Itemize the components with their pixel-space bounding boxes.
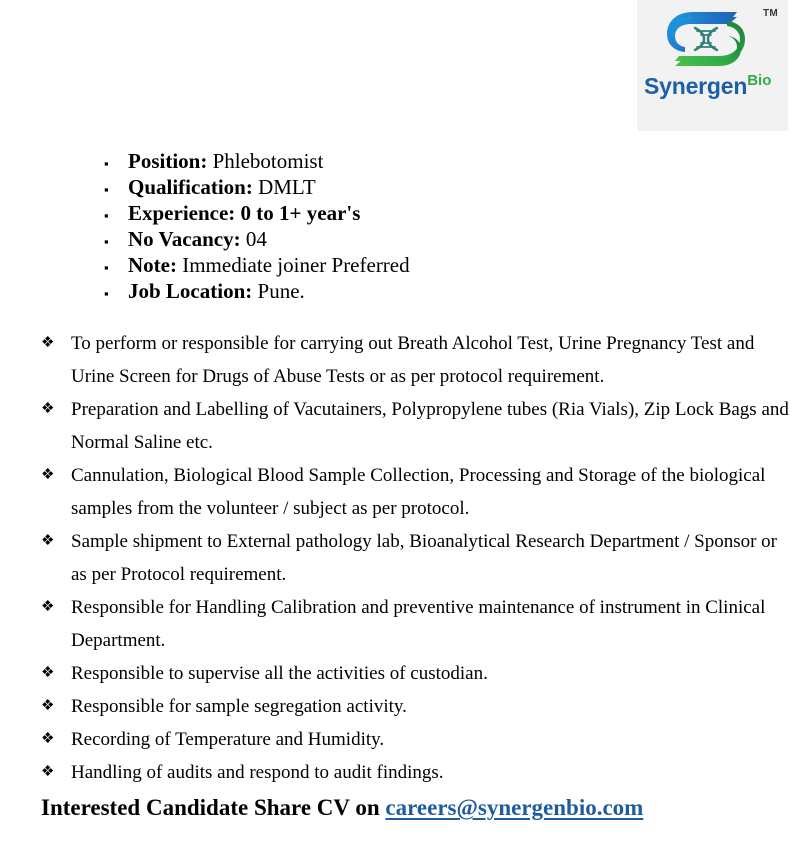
responsibility-item bbox=[0, 591, 800, 657]
careers-email-link[interactable]: careers@synergenbio.com bbox=[385, 795, 644, 820]
trademark-symbol: TM bbox=[762, 8, 778, 19]
square-bullet-icon: ▪ bbox=[104, 234, 109, 249]
cta-prefix-text: Interested Candidate Share CV on bbox=[41, 795, 386, 820]
wordmark-main-text: Synergen bbox=[644, 73, 748, 99]
job-detail-row bbox=[0, 278, 800, 304]
company-wordmark bbox=[644, 72, 788, 100]
job-detail-value: DMLT bbox=[258, 175, 316, 199]
job-detail-value: 04 bbox=[245, 227, 267, 251]
diamond-bullet-icon: ❖ bbox=[41, 467, 55, 483]
diamond-bullet-icon: ❖ bbox=[41, 665, 55, 681]
responsibility-item bbox=[0, 327, 800, 393]
job-detail-row bbox=[0, 226, 800, 252]
job-detail-label: No Vacancy: bbox=[128, 227, 241, 251]
diamond-bullet-icon: ❖ bbox=[41, 764, 55, 780]
job-detail-label: Qualification: bbox=[128, 175, 253, 199]
square-bullet-icon: ▪ bbox=[104, 286, 109, 301]
diamond-bullet-icon: ❖ bbox=[41, 533, 55, 549]
responsibilities-list bbox=[0, 327, 800, 789]
square-bullet-icon: ▪ bbox=[104, 260, 109, 275]
job-details-list bbox=[0, 148, 800, 304]
job-detail-row bbox=[0, 174, 800, 200]
square-bullet-icon: ▪ bbox=[104, 208, 109, 223]
diamond-bullet-icon: ❖ bbox=[41, 731, 55, 747]
synergen-s-dna-logo-icon bbox=[659, 8, 753, 70]
job-detail-label: Job Location: bbox=[128, 279, 253, 303]
diamond-bullet-icon: ❖ bbox=[41, 599, 55, 615]
responsibility-item bbox=[0, 756, 800, 789]
job-detail-text bbox=[128, 174, 316, 200]
responsibility-text: Responsible for Handling Calibration and preventive maintenance of instrument in Clinical Department. bbox=[71, 597, 766, 651]
square-bullet-icon: ▪ bbox=[104, 182, 109, 197]
job-detail-text bbox=[128, 278, 305, 304]
responsibility-text: Responsible to supervise all the activities of custodian. bbox=[71, 663, 488, 684]
diamond-bullet-icon: ❖ bbox=[41, 698, 55, 714]
wordmark-superscript-text: Bio bbox=[747, 72, 772, 89]
job-detail-value: Phlebotomist bbox=[212, 149, 324, 173]
company-logo-block bbox=[637, 0, 788, 131]
job-detail-text bbox=[128, 200, 360, 226]
job-detail-text bbox=[128, 252, 410, 278]
diamond-bullet-icon: ❖ bbox=[41, 335, 55, 351]
diamond-bullet-icon: ❖ bbox=[41, 401, 55, 417]
job-detail-value: Pune. bbox=[257, 279, 305, 303]
square-bullet-icon: ▪ bbox=[104, 156, 109, 171]
job-detail-value: 0 to 1+ year's bbox=[240, 201, 361, 225]
responsibility-text: Preparation and Labelling of Vacutainers, Polypropylene tubes (Ria Vials), Zip Lock Bags and Normal Saline etc. bbox=[71, 399, 789, 453]
job-detail-text bbox=[128, 148, 323, 174]
responsibility-text: Responsible for sample segregation activity. bbox=[71, 696, 407, 717]
job-detail-row bbox=[0, 252, 800, 278]
job-detail-row bbox=[0, 148, 800, 174]
job-detail-value: Immediate joiner Preferred bbox=[182, 253, 410, 277]
responsibility-text: Sample shipment to External pathology lab, Bioanalytical Research Department / Sponsor or as per Protocol requirement. bbox=[71, 531, 777, 585]
responsibility-item bbox=[0, 657, 800, 690]
job-detail-row bbox=[0, 200, 800, 226]
job-detail-label: Position: bbox=[128, 149, 208, 173]
responsibility-text: Recording of Temperature and Humidity. bbox=[71, 729, 385, 750]
responsibility-item bbox=[0, 459, 800, 525]
responsibility-item bbox=[0, 723, 800, 756]
responsibility-text: Cannulation, Biological Blood Sample Collection, Processing and Storage of the biological samples from the volunteer / subject as per protocol. bbox=[71, 465, 766, 519]
responsibility-text: To perform or responsible for carrying out Breath Alcohol Test, Urine Pregnancy Test and Urine Screen for Drugs of Abuse Tests or as per protocol requirement. bbox=[71, 333, 755, 387]
responsibility-item bbox=[0, 690, 800, 723]
responsibility-text: Handling of audits and respond to audit findings. bbox=[71, 762, 444, 783]
responsibility-item bbox=[0, 393, 800, 459]
responsibility-item bbox=[0, 525, 800, 591]
job-detail-label: Experience: bbox=[128, 201, 236, 225]
apply-call-to-action bbox=[41, 793, 643, 823]
job-detail-text bbox=[128, 226, 267, 252]
job-detail-label: Note: bbox=[128, 253, 177, 277]
